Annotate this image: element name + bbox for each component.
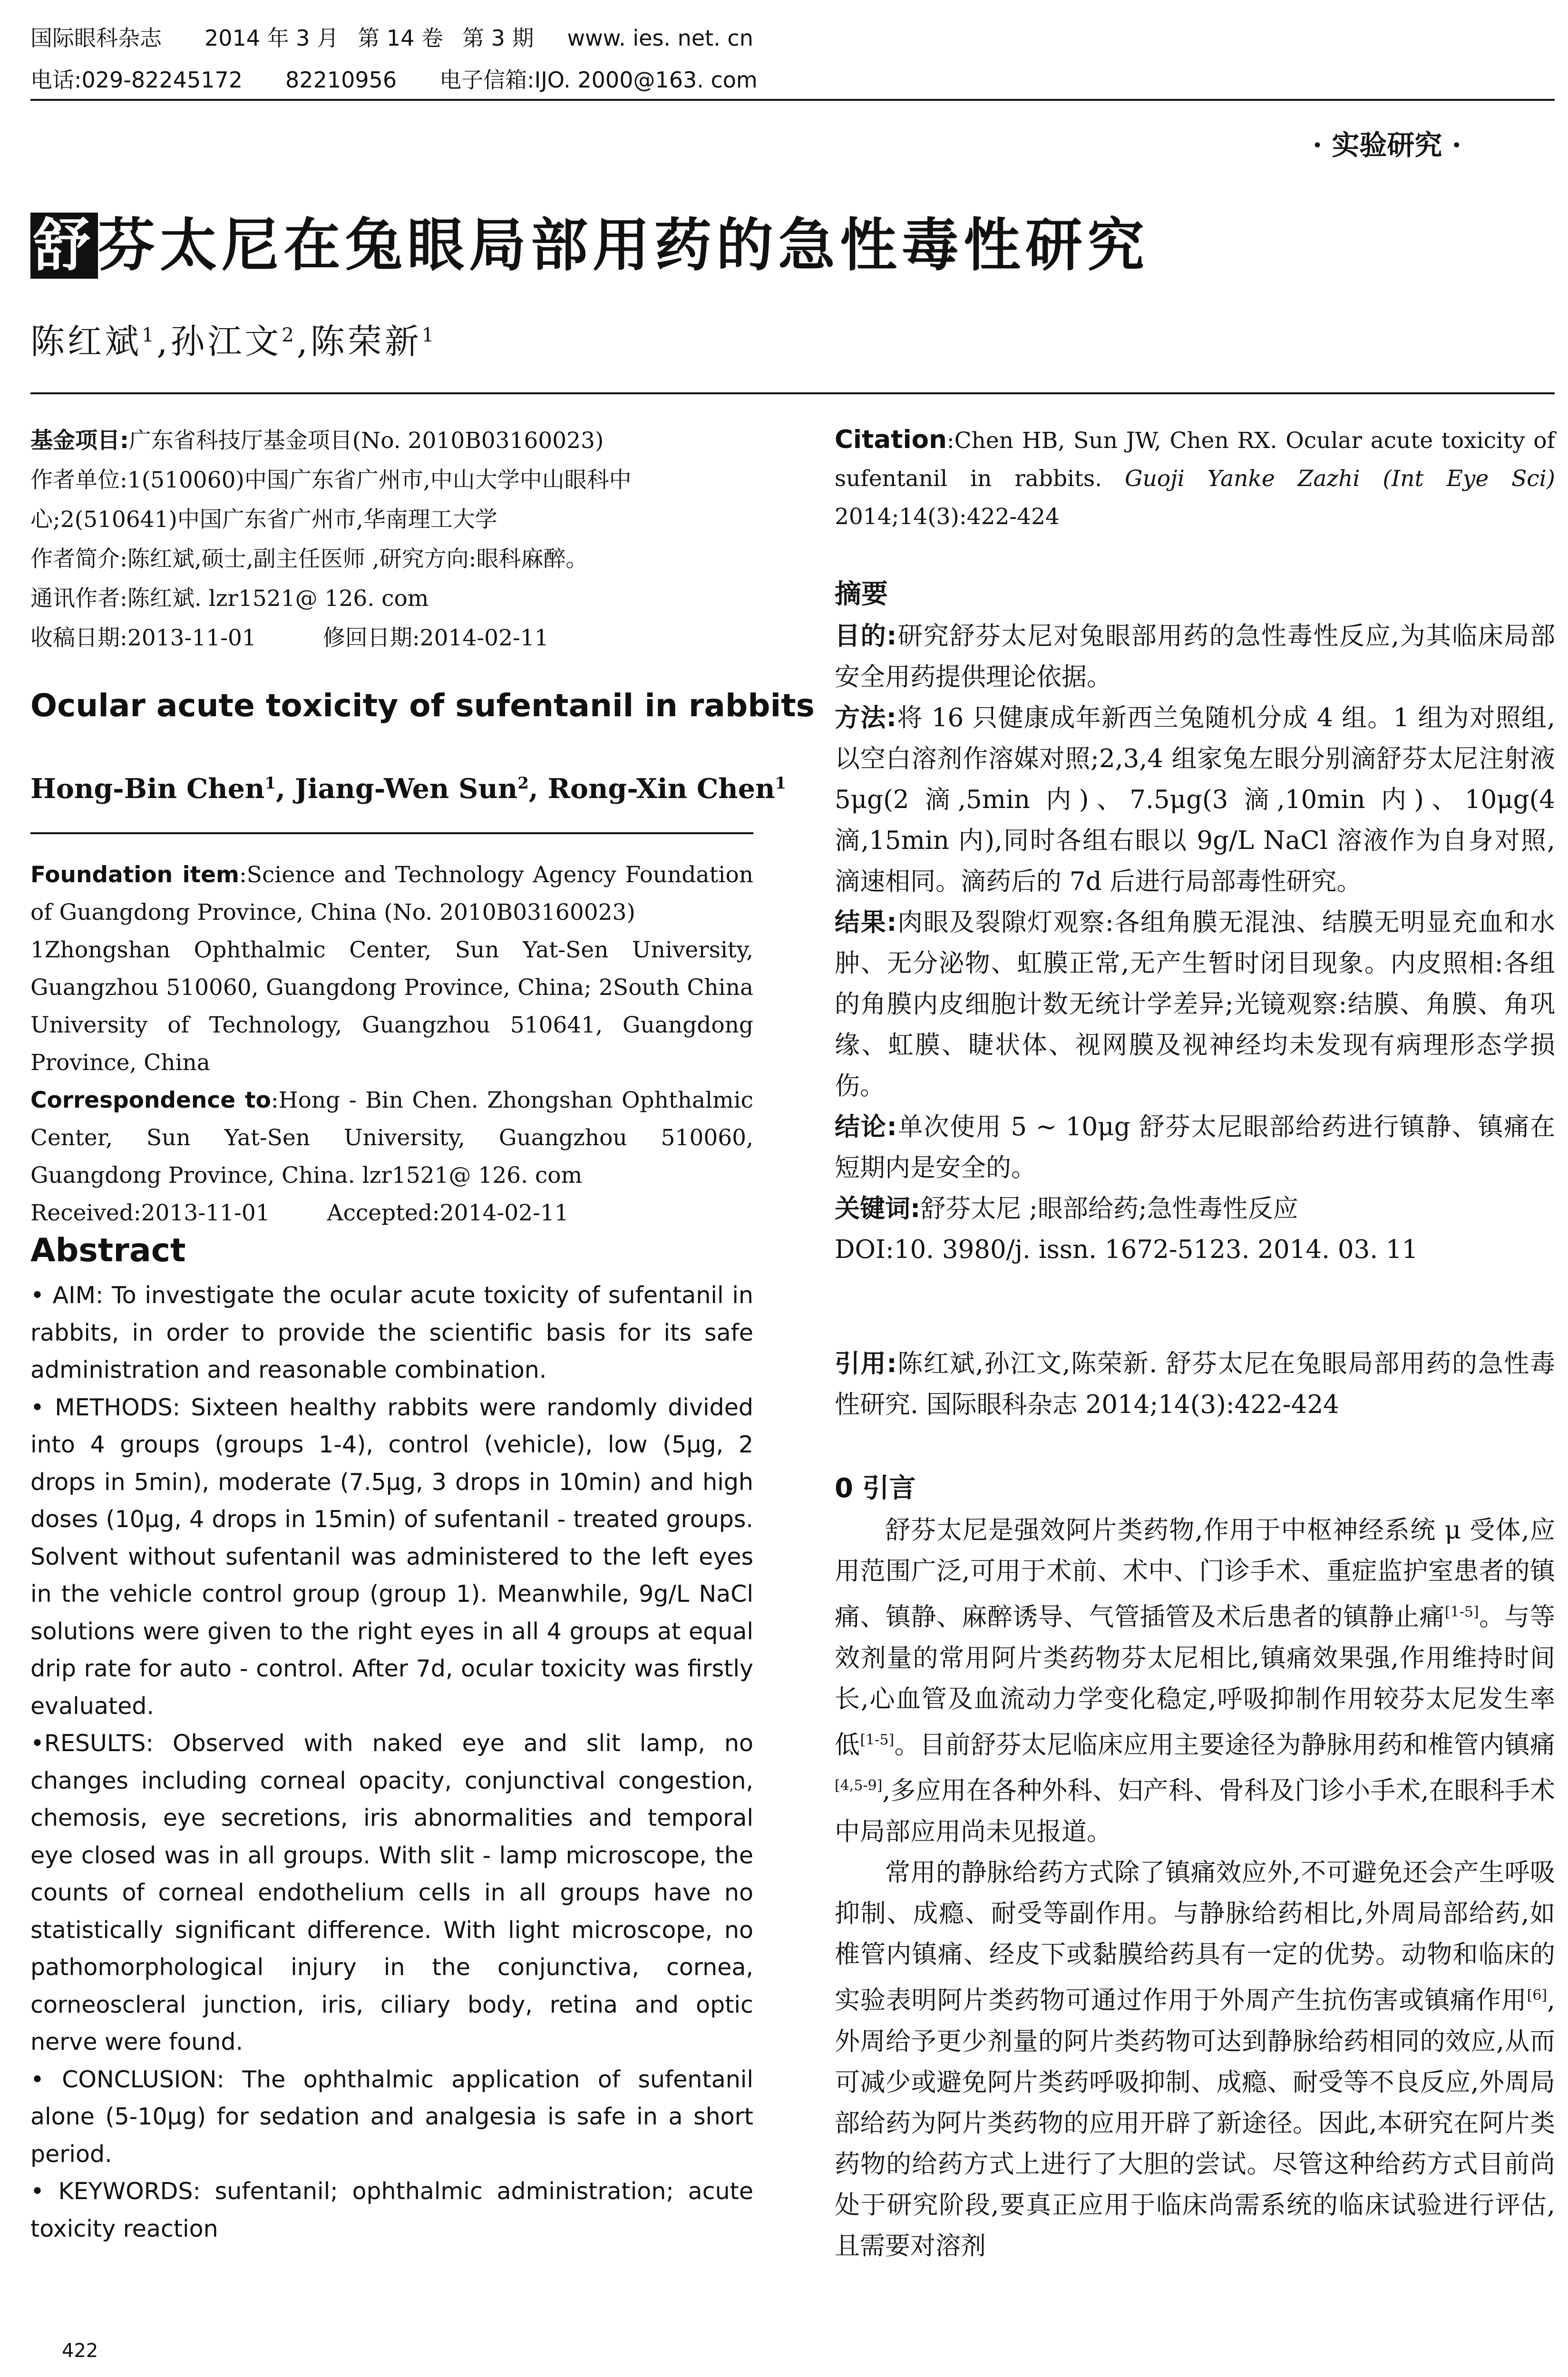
author-cn: 陈红斌 — [30, 321, 142, 361]
title-rest: 芬太尼在兔眼局部用药的急性毒性研究 — [98, 213, 1149, 279]
cite-cn: 引用:陈红斌,孙江文,陈荣新. 舒芬太尼在兔眼局部用药的急性毒性研究. 国际眼科杂志 2014;14(3):422-424 — [835, 1349, 1556, 1419]
meta-cn: 基金项目:广东省科技厅基金项目(No. 2010B03160023) 作者单位:1(510060)中国广东省广州市,中山大学中山眼科中 心;2(510641)中国广东省广州市,华南理工大学 作者简介:陈红斌,硕士,副主任医师 ,研究方向:眼科麻醉。 通讯作者:陈红斌. lzr1521@ 126. com 收稿日期:2013-11-01 修回日期:2014-02-11 — [30, 428, 632, 651]
abstract-en — [30, 1277, 753, 2248]
header-rule — [30, 99, 1555, 101]
phone2: 82210956 — [285, 67, 397, 93]
abstract-methods: • METHODS: Sixteen healthy rabbits were randomly divided into 4 groups (groups 1-4), control (vehicle), low (5μg, 2 drops in 5min), moderate (7.5μg, 3 drops in 10min) and high doses (10μg, 4 drops in 15min) of sufentanil - treated groups. Solvent without sufentanil was administered to the left eyes in the vehicle control group (group 1). Meanwhile, 9g/L NaCl solutions were given to the right eyes in all 4 groups at equal drip rate for auto - control. After 7d, ocular toxicity was firstly evaluated. — [30, 1393, 753, 1720]
title-rule — [30, 392, 1555, 394]
website: www. ies. net. cn — [567, 25, 753, 51]
abstract-results: •RESULTS: Observed with naked eye and slit lamp, no changes including corneal opacity, conjunctival congestion, chemosis, eye secretions, iris abnormalities and temporal eye closed was in all groups. With slit - lamp microscope, the counts of corneal endothelium cells in all groups have no statistically significant difference. With light microscope, no pathomorphological injury in the conjunctiva, cornea, corneoscleral junction, iris, ciliary body, retina and optic nerve were found. — [30, 1730, 753, 2056]
issue-date: 2014 年 3 月 — [205, 25, 339, 51]
authors-rule — [30, 832, 753, 834]
abstract-keywords: • KEYWORDS: sufentanil; ophthalmic administration; acute toxicity reaction — [30, 2178, 753, 2242]
abstract-heading: Abstract — [30, 1232, 186, 1269]
issue-number: 第 3 期 — [462, 25, 534, 51]
journal-header-line1 — [30, 24, 796, 52]
article-title-cn — [30, 200, 1149, 282]
abstract-cn: 摘要 目的:研究舒芬太尼对兔眼部用药的急性毒性反应,为其临床局部安全用药提供理论依据。 方法:将 16 只健康成年新西兰兔随机分成 4 组。1 组为对照组,以空白溶剂作溶媒对照;2,3,4 组家兔左眼分别滴舒芬太尼注射液 5μg(2 滴,5min 内)、7.5μg(3 滴,10min 内)、10μg(4 滴,15min 内),同时各组右眼以 9g/L NaCl 溶液作为自身对照,滴速相同。滴药后的 7d 后进行局部毒性研究。 结果:肉眼及裂隙灯观察:各组角膜无混浊、结膜无明显充血和水肿、无分泌物、虹膜正常,无产生暂时闭目现象。内皮照相:各组的角膜内皮细胞计数无统计学差异;光镜观察:结膜、角膜、角巩缘、虹膜、睫状体、视网膜及视神经均未发现有病理形态学损伤。 结论:单次使用 5 ~ 10μg 舒芬太尼眼部给药进行镇静、镇痛在短期内是安全的。 关键词:舒芬太尼 ;眼部给药;急性毒性反应 DOI:10. 3980/j. issn. 1672-5123. 2014. 03. 11 — [835, 573, 1555, 1270]
section-tag: · 实验研究 · — [1313, 129, 1461, 161]
abstract-conclusion: • CONCLUSION: The ophthalmic application of sufentanil alone (5-10μg) for sedation and analgesia is safe in a short period. — [30, 2065, 753, 2168]
intro-heading: 0 引言 — [835, 1473, 916, 1504]
title-first-char: 舒 — [30, 213, 98, 279]
authors-en: Hong-Bin Chen$^1$, Jiang-Wen Sun$^2$, Rong-Xin Chen$^1$ — [30, 773, 787, 805]
affiliation-en: 1Zhongshan Ophthalmic Center, Sun Yat-Sen University, Guangzhou 510060, Guangdong Province, China; 2South China University of Technology, Guangzhou 510641, Guangdong Province, China — [30, 937, 753, 1076]
phone: 电话:029-82245172 — [30, 67, 243, 93]
introduction — [835, 1467, 1555, 2267]
article-title-en: Ocular acute toxicity of sufentanil in rabbits — [30, 687, 815, 724]
page-number: 422 — [62, 2340, 98, 2362]
author-cn: 孙江文 — [170, 321, 282, 361]
volume: 第 14 卷 — [358, 25, 443, 51]
abstract-cn-heading: 摘要 — [835, 579, 888, 610]
foundation-en: Foundation item:Science and Technology Agency Foundation of Guangdong Province, China (No. 2010B03160023) 1Zhongshan Ophthalmic Center, Sun Yat-Sen University, Guangzhou 510060, Guangdong Province, China; 2South China University of Technology, Guangzhou 510641, Guangdong Province, China Correspondence to:Hong - Bin Chen. Zhongshan Ophthalmic Center, Sun Yat-Sen University, Guangzhou 510060, Guangdong Province, China. lzr1521@ 126. com Received:2013-11-01 Accepted:2014-02-11 — [30, 862, 754, 1226]
author-cn: 陈荣新 — [310, 321, 422, 361]
authors-cn: 陈红斌$^1$,孙江文$^2$,陈荣新$^1$ — [30, 321, 437, 361]
intro-paragraph-1: 舒芬太尼是强效阿片类药物,作用于中枢神经系统 μ 受体,应用范围广泛,可用于术前、术中、门诊手术、重症监护室患者的镇痛、镇静、麻醉诱导、气管插管及术后患者的镇静止痛[1-5]。与等效剂量的常用阿片类药物芬太尼相比,镇痛效果强,作用维持时间长,心血管及血流动力学变化稳定,呼吸抑制作用较芬太尼发生率低[1-5]。目前舒芬太尼临床应用主要途径为静脉用药和椎管内镇痛[4,5-9],多应用在各种外科、妇产科、骨科及门诊小手术,在眼科手术中局部应用尚未见报道。 — [835, 1516, 1556, 1846]
intro-paragraph-2: 常用的静脉给药方式除了镇痛效应外,不可避免还会产生呼吸抑制、成瘾、耐受等副作用。与静脉给药相比,外周局部给药,如椎管内镇痛、经皮下或黏膜给药具有一定的优势。动物和临床的实验表明阿片类药物可通过作用于外周产生抗伤害或镇痛作用[6],外周给予更少剂量的阿片类药物可达到静脉给药相同的效应,从而可减少或避免阿片类药呼吸抑制、成瘾、耐受等不良反应,外周局部给药为阿片类药物的应用开辟了新途径。因此,本研究在阿片类药物的给药方式上进行了大胆的尝试。尽管这种给药方式目前尚处于研究阶段,要真正应用于临床尚需系统的临床试验进行评估,且需要对溶剂 — [835, 1858, 1555, 2260]
citation-en: Citation:Chen HB, Sun JW, Chen RX. Ocular acute toxicity of sufentanil in rabbits. Guoji Yanke Zazhi (Int Eye Sci) 2014;14(3):422-424 — [835, 425, 1556, 530]
journal-name: 国际眼科杂志 — [30, 25, 162, 51]
email: 电子信箱:IJO. 2000@163. com — [439, 67, 758, 93]
doi: DOI:10. 3980/j. issn. 1672-5123. 2014. 03. 11 — [835, 1235, 1418, 1264]
abstract-aim: • AIM: To investigate the ocular acute toxicity of sufentanil in rabbits, in order to provide the scientific basis for its safe administration and reasonable combination. — [30, 1282, 753, 1383]
journal-header-line2 — [30, 66, 800, 94]
